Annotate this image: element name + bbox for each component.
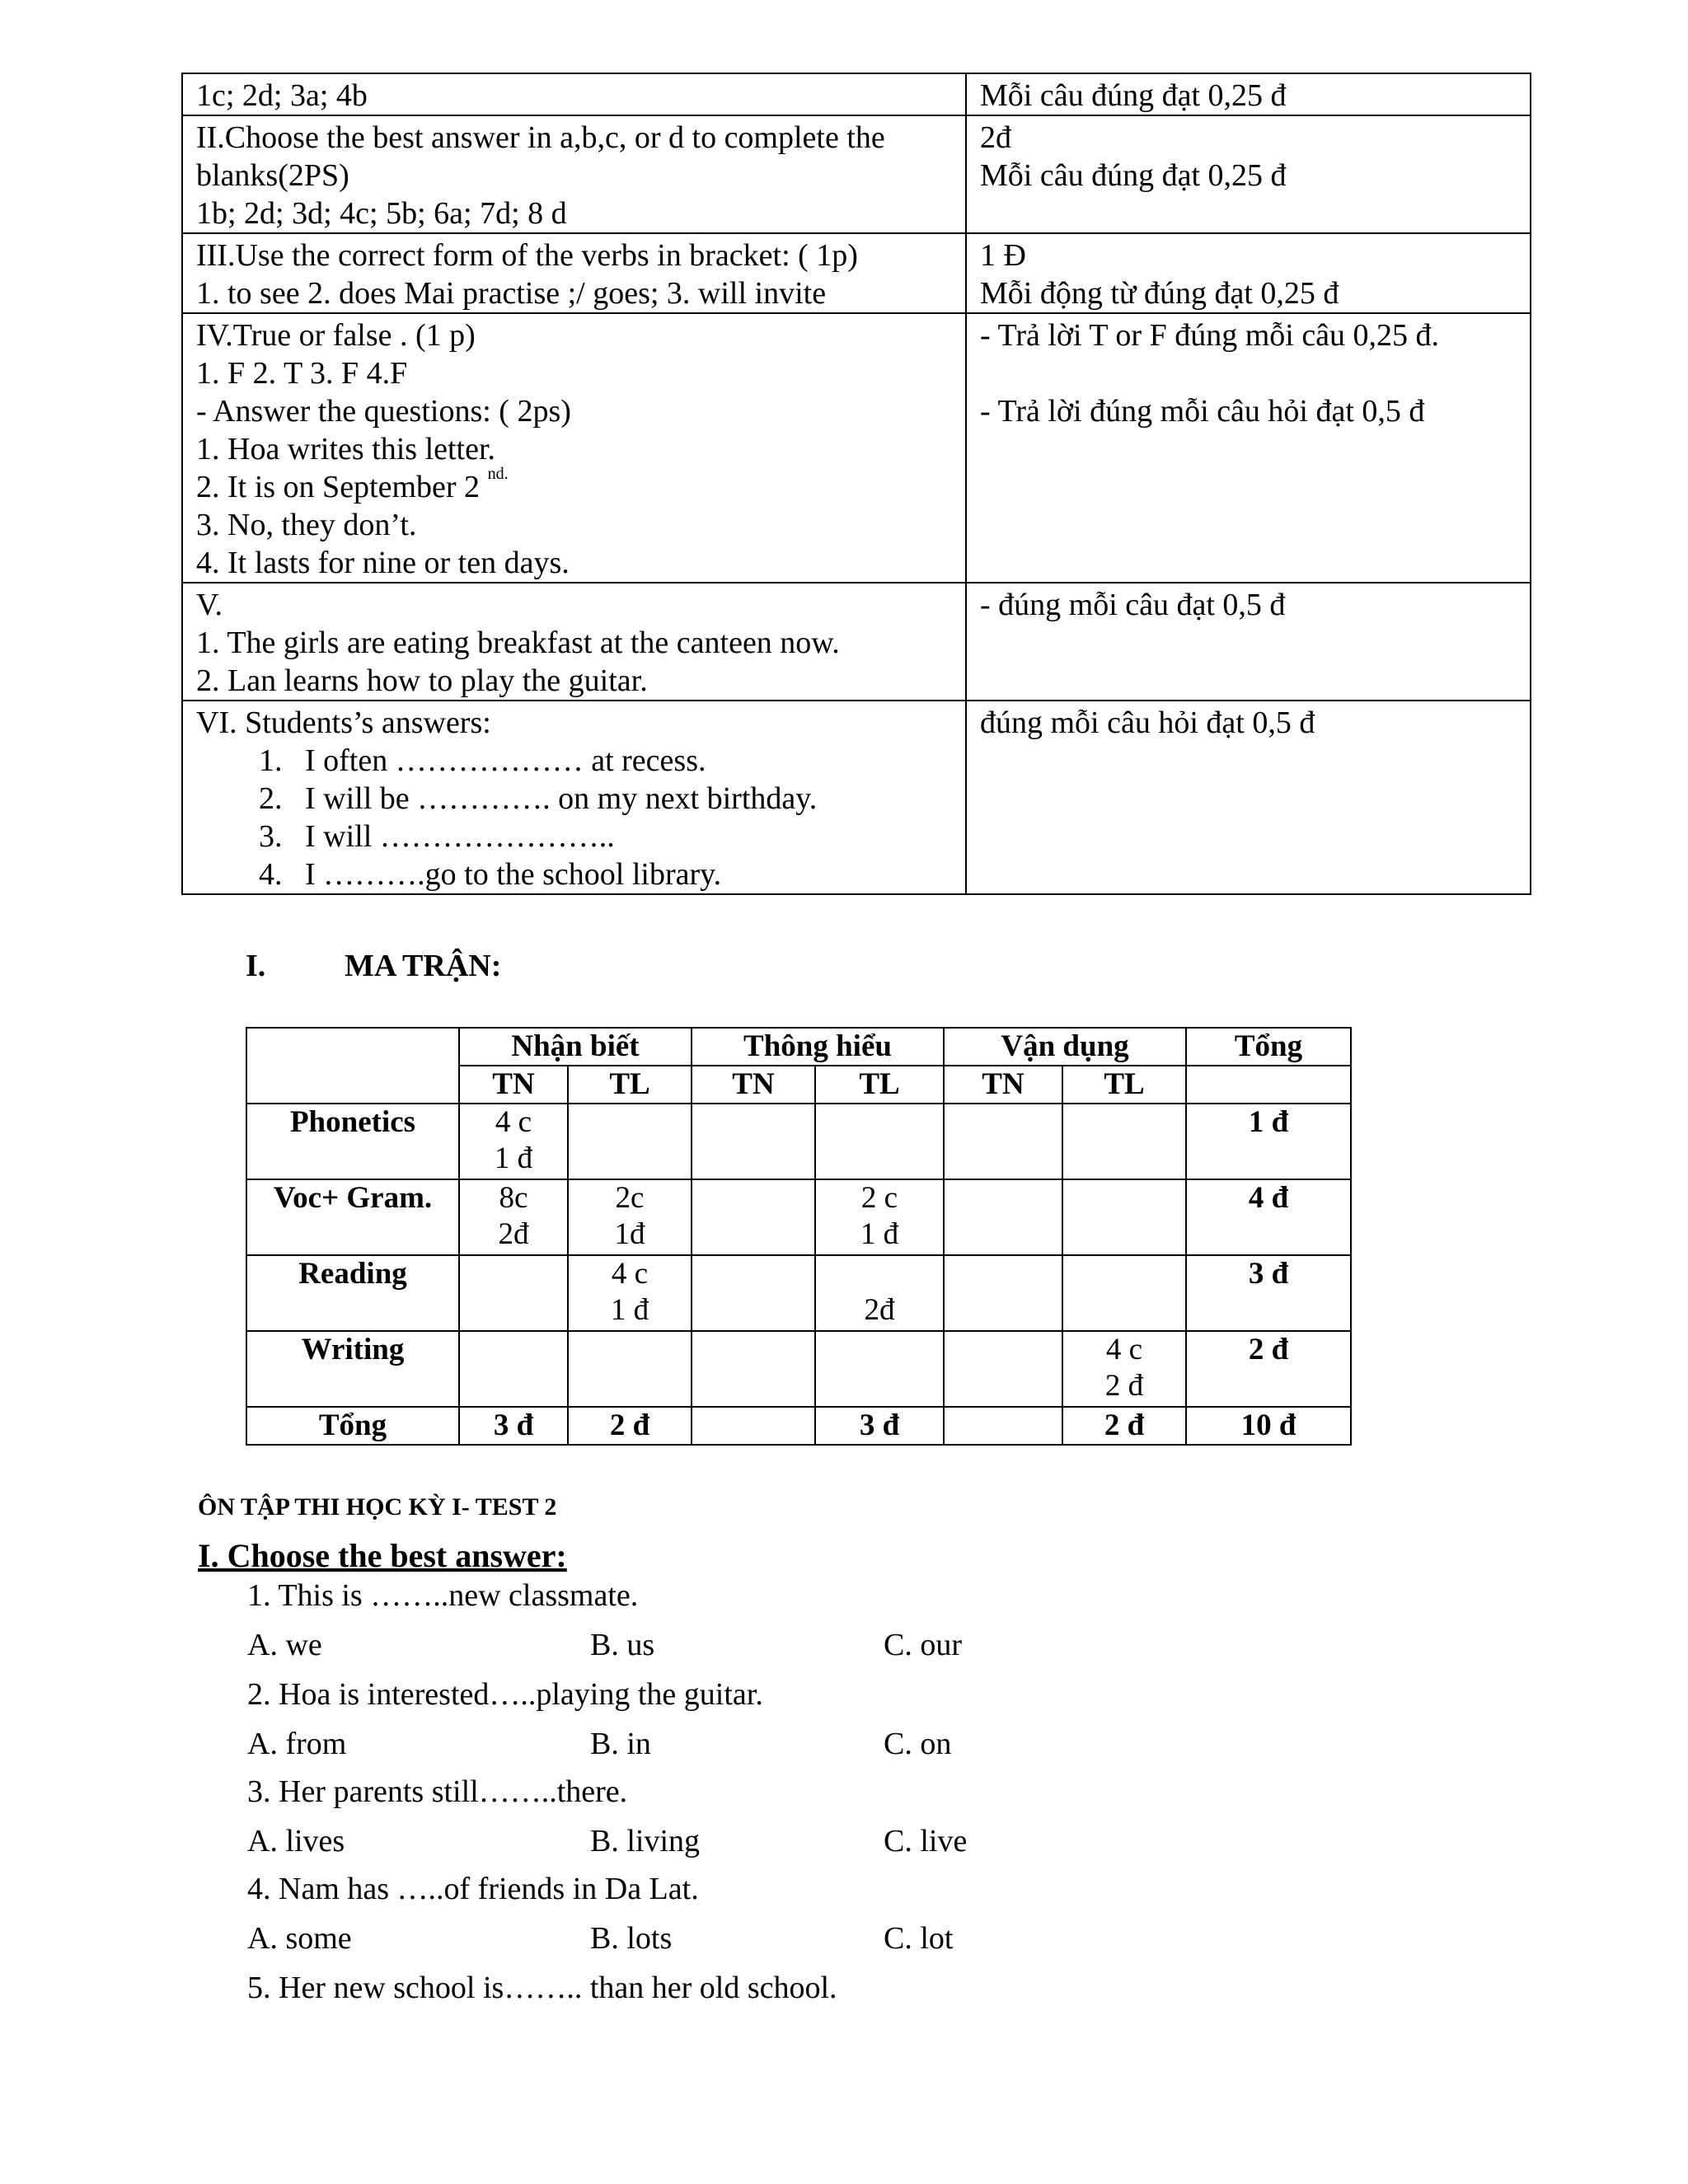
matrix-total-row — [246, 1407, 1351, 1445]
question-text: 1. This is ……..new classmate. — [247, 1578, 639, 1613]
question-text: 4. Nam has …..of friends in Da Lat. — [247, 1872, 699, 1906]
matrix-total-cell: 1 đ — [1186, 1104, 1351, 1179]
option-b: B. living — [590, 1824, 701, 1858]
matrix-subheader: TN — [459, 1066, 568, 1104]
answer-key-row — [182, 701, 1531, 894]
test-title: ÔN TẬP THI HỌC KỲ I- TEST 2 — [198, 1493, 557, 1521]
matrix-cell — [692, 1331, 815, 1407]
matrix-cell: 2 đ — [1062, 1407, 1186, 1445]
score-text: Mỗi động từ đúng đạt 0,25 đ — [980, 276, 1339, 311]
score-total: 1 Đ — [980, 238, 1026, 273]
answer-key-left-cell — [182, 115, 966, 233]
matrix-cell — [944, 1104, 1062, 1179]
answer-key-right-cell — [966, 233, 1531, 313]
list-item — [196, 818, 957, 855]
matrix-cell: 8c 2đ — [459, 1179, 568, 1255]
answer-key-left-cell — [182, 701, 966, 894]
option-c: C. on — [884, 1727, 952, 1761]
matrix-empty-cell — [1186, 1066, 1351, 1104]
matrix-cell — [944, 1407, 1062, 1445]
option-a: A. we — [247, 1628, 322, 1662]
option-b: B. in — [590, 1727, 651, 1761]
score-text: Mỗi câu đúng đạt 0,25 đ — [980, 78, 1287, 113]
ordinal-suffix: nd. — [487, 465, 509, 483]
score-text: Mỗi câu đúng đạt 0,25 đ — [980, 158, 1287, 193]
subsection-heading: - Answer the questions: ( 2ps) — [196, 394, 571, 429]
answer-key-row — [182, 115, 1531, 233]
matrix-row-label: Tổng — [246, 1407, 459, 1445]
answer-key-left-cell — [182, 313, 966, 583]
matrix-section-heading — [246, 948, 501, 984]
matrix-total-cell: 10 đ — [1186, 1407, 1351, 1445]
matrix-cell: 2đ — [815, 1255, 944, 1331]
matrix-total-cell: 3 đ — [1186, 1255, 1351, 1331]
answer-key-table — [181, 73, 1531, 895]
answer-key-left-cell — [182, 583, 966, 701]
matrix-body — [246, 1104, 1351, 1407]
matrix-cell: 3 đ — [815, 1407, 944, 1445]
matrix-corner-cell — [246, 1028, 459, 1104]
section-heading: II.Choose the best answer in a,b,c, or d to complete the — [196, 120, 885, 155]
matrix-group-header: Thông hiểu — [692, 1028, 944, 1066]
answer-text — [196, 465, 957, 506]
question-text: 5. Her new school is…….. than her old school. — [247, 1971, 837, 2005]
list-number: 1. — [259, 743, 283, 778]
answer-key-right-cell — [966, 73, 1531, 115]
matrix-cell: 3 đ — [459, 1407, 568, 1445]
matrix-cell — [459, 1331, 568, 1407]
matrix-row — [246, 1255, 1351, 1331]
matrix-cell — [568, 1104, 692, 1179]
answer-key-row — [182, 313, 1531, 583]
matrix-cell — [1062, 1179, 1186, 1255]
answer-text-main: 2. It is on September 2 — [196, 470, 481, 504]
answer-text: 1. Hoa writes this letter. — [196, 432, 496, 466]
list-item — [196, 855, 957, 893]
section-heading-cont: blanks(2PS) — [196, 158, 349, 193]
matrix-cell — [944, 1331, 1062, 1407]
matrix-group-header: Nhận biết — [459, 1028, 692, 1066]
section-heading: IV.True or false . (1 p) — [196, 318, 476, 353]
section-heading: III.Use the correct form of the verbs in bracket: ( 1p) — [196, 238, 858, 273]
list-text: I will ………………….. — [305, 819, 615, 854]
section-title: MA TRẬN: — [345, 949, 502, 983]
option-a: A. some — [247, 1921, 352, 1956]
matrix-row-label: Phonetics — [246, 1104, 459, 1179]
matrix-cell: 2c 1đ — [568, 1179, 692, 1255]
answer-key-row — [182, 583, 1531, 701]
matrix-cell: 4 c 1 đ — [568, 1255, 692, 1331]
answer-key-right-cell — [966, 583, 1531, 701]
matrix-subheader: TL — [815, 1066, 944, 1104]
answer-key-right-cell — [966, 115, 1531, 233]
matrix-subheader: TN — [944, 1066, 1062, 1104]
matrix-cell — [815, 1104, 944, 1179]
matrix-total-cell: 2 đ — [1186, 1331, 1351, 1407]
option-c: C. our — [884, 1628, 962, 1662]
exercise-heading: I. Choose the best answer: — [198, 1537, 567, 1574]
matrix-cell — [1062, 1104, 1186, 1179]
matrix-cell: 4 c 2 đ — [1062, 1331, 1186, 1407]
answer-text: 1. to see 2. does Mai practise ;/ goes; 3. will invite — [196, 276, 827, 311]
matrix-cell — [568, 1331, 692, 1407]
list-text: I will be …………. on my next birthday. — [305, 781, 818, 816]
matrix-row — [246, 1331, 1351, 1407]
answer-text: 1b; 2d; 3d; 4c; 5b; 6a; 7d; 8 d — [196, 196, 567, 231]
answer-key-row — [182, 73, 1531, 115]
matrix-cell — [692, 1255, 815, 1331]
list-text: I often ……………… at recess. — [305, 743, 706, 778]
score-total: 2đ — [980, 120, 1011, 155]
answer-text: 1c; 2d; 3a; 4b — [196, 78, 368, 113]
matrix-row-label: Voc+ Gram. — [246, 1179, 459, 1255]
option-b: B. us — [590, 1628, 655, 1662]
matrix-total-cell: 4 đ — [1186, 1179, 1351, 1255]
matrix-cell — [815, 1331, 944, 1407]
matrix-row — [246, 1104, 1351, 1179]
score-text: - Trả lời đúng mỗi câu hỏi đạt 0,5 đ — [980, 394, 1425, 429]
option-b: B. lots — [590, 1921, 673, 1956]
section-heading: V. — [196, 588, 223, 622]
answer-text: 2. Lan learns how to play the guitar. — [196, 663, 648, 698]
list-number: 4. — [259, 857, 283, 892]
list-item — [196, 742, 957, 780]
section-heading: VI. Students’s answers: — [196, 705, 491, 740]
option-a: A. from — [247, 1727, 347, 1761]
matrix-cell — [692, 1179, 815, 1255]
matrix-cell: 4 c 1 đ — [459, 1104, 568, 1179]
question-text: 3. Her parents still……..there. — [247, 1774, 628, 1809]
score-text: - Trả lời T or F đúng mỗi câu 0,25 đ. — [980, 318, 1440, 353]
score-text: - đúng mỗi câu đạt 0,5 đ — [980, 588, 1286, 622]
answer-key-right-cell — [966, 313, 1531, 583]
matrix-cell — [459, 1255, 568, 1331]
matrix-subheader: TL — [568, 1066, 692, 1104]
matrix-row-label: Writing — [246, 1331, 459, 1407]
answer-text: 1. F 2. T 3. F 4.F — [196, 356, 408, 391]
answer-key-row — [182, 233, 1531, 313]
matrix-group-header: Vận dụng — [944, 1028, 1186, 1066]
matrix-cell — [692, 1407, 815, 1445]
list-text: I ……….go to the school library. — [305, 857, 722, 892]
section-number: I. — [246, 949, 266, 983]
option-c: C. lot — [884, 1921, 954, 1956]
matrix-cell — [944, 1179, 1062, 1255]
matrix-cell — [944, 1255, 1062, 1331]
answer-text: 4. It lasts for nine or ten days. — [196, 546, 570, 580]
matrix-cell — [1062, 1255, 1186, 1331]
matrix-row — [246, 1179, 1351, 1255]
question-text: 2. Hoa is interested…..playing the guitar. — [247, 1677, 763, 1712]
score-text: đúng mỗi câu hỏi đạt 0,5 đ — [980, 705, 1315, 740]
answer-text: 1. The girls are eating breakfast at the canteen now. — [196, 626, 840, 660]
answer-key-right-cell — [966, 701, 1531, 894]
answer-text: 3. No, they don’t. — [196, 508, 417, 542]
matrix-header-row — [246, 1028, 1351, 1066]
matrix-row-label: Reading — [246, 1255, 459, 1331]
matrix-total-header: Tổng — [1186, 1028, 1351, 1066]
matrix-table — [246, 1027, 1352, 1446]
matrix-cell — [692, 1104, 815, 1179]
matrix-subheader: TL — [1062, 1066, 1186, 1104]
list-number: 2. — [259, 781, 283, 816]
answer-key-left-cell — [182, 233, 966, 313]
blank-line — [980, 354, 1522, 392]
list-item — [196, 780, 957, 818]
list-number: 3. — [259, 819, 283, 854]
matrix-cell: 2 c 1 đ — [815, 1179, 944, 1255]
option-c: C. live — [884, 1824, 968, 1858]
matrix-subheader: TN — [692, 1066, 815, 1104]
answer-key-left-cell — [182, 73, 966, 115]
option-a: A. lives — [247, 1824, 345, 1858]
matrix-cell: 2 đ — [568, 1407, 692, 1445]
